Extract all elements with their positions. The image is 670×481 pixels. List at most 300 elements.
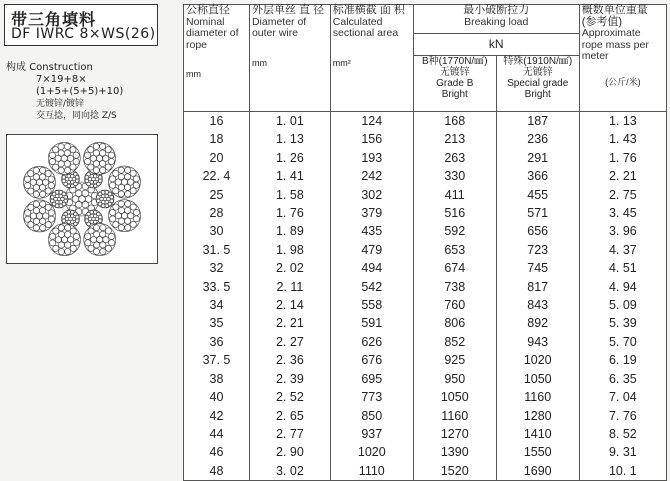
outer-strand-wire <box>40 167 46 173</box>
cell-breaking-load-special: 1050 <box>496 370 579 388</box>
iwrc-strand-wire <box>71 174 74 177</box>
cell-breaking-load-grade-b: 806 <box>413 314 496 332</box>
outer-strand-wire <box>130 204 136 210</box>
outer-strand-wire <box>33 225 39 231</box>
core-strand-wire <box>82 201 89 208</box>
cell-outer-wire-diameter: 3. 02 <box>249 462 330 481</box>
outer-strand-wire <box>133 182 139 188</box>
outer-strand-wire <box>33 208 39 214</box>
construction-line3: 无镀锌/镀锌 <box>36 99 85 109</box>
outer-strand-wire <box>105 245 111 251</box>
outer-strand-wire <box>93 150 99 156</box>
cell-sectional-area: 302 <box>330 186 413 204</box>
cell-outer-wire-diameter: 1. 98 <box>249 241 330 259</box>
cell-breaking-load-special: 455 <box>496 186 579 204</box>
outer-strand-wire <box>85 152 91 158</box>
outer-strand-wire <box>70 228 76 234</box>
outer-strand-wire <box>85 240 91 246</box>
cell-sectional-area: 937 <box>330 425 413 443</box>
table-row <box>184 186 667 204</box>
outer-strand-wire <box>40 201 46 207</box>
outer-strand-wire <box>100 167 106 173</box>
cell-breaking-load-grade-b: 852 <box>413 333 496 351</box>
table-row <box>184 333 667 351</box>
outer-strand-wire <box>49 159 55 165</box>
outer-strand-wire <box>65 231 71 237</box>
cell-rope-mass: 4. 94 <box>579 278 666 296</box>
iwrc-strand-wire <box>90 174 93 177</box>
outer-strand-wire <box>45 188 51 194</box>
cell-rope-mass: 9. 31 <box>579 443 666 461</box>
outer-strand-wire <box>48 176 54 182</box>
cell-sectional-area: 242 <box>330 167 413 185</box>
cell-breaking-load-grade-b: 738 <box>413 278 496 296</box>
cell-rope-mass: 8. 52 <box>579 425 666 443</box>
cell-breaking-load-grade-b: 168 <box>413 112 496 131</box>
header-breaking-load: 最小破断拉力 Breaking load <box>413 5 579 34</box>
outer-strand-wire <box>124 174 130 180</box>
cell-rope-mass: 10. 1 <box>579 462 666 481</box>
cell-rope-mass: 2. 75 <box>579 186 666 204</box>
outer-strand-wire <box>64 143 70 149</box>
cell-rope-mass: 5. 70 <box>579 333 666 351</box>
outer-strand-wire <box>109 240 115 246</box>
outer-strand-wire <box>24 176 30 182</box>
cell-rope-mass: 7. 04 <box>579 388 666 406</box>
outer-strand-wire <box>109 182 115 188</box>
cell-sectional-area: 542 <box>330 278 413 296</box>
outer-strand-wire <box>65 225 71 231</box>
cell-nominal-diameter: 20 <box>184 149 250 167</box>
cell-breaking-load-grade-b: 1050 <box>413 388 496 406</box>
cell-sectional-area: 1020 <box>330 443 413 461</box>
outer-strand-wire <box>125 218 131 224</box>
cell-outer-wire-diameter: 1. 41 <box>249 167 330 185</box>
cell-sectional-area: 850 <box>330 407 413 425</box>
outer-strand-wire <box>125 201 131 207</box>
iwrc-strand-wire <box>105 200 108 203</box>
cell-breaking-load-special: 1160 <box>496 388 579 406</box>
outer-strand-wire <box>70 164 76 170</box>
outer-strand-wire <box>52 147 58 153</box>
cell-breaking-load-special: 1280 <box>496 407 579 425</box>
outer-strand-wire <box>40 191 46 197</box>
cell-breaking-load-grade-b: 411 <box>413 186 496 204</box>
cell-nominal-diameter: 37. 5 <box>184 351 250 369</box>
iwrc-strand-wire <box>90 214 93 217</box>
cell-nominal-diameter: 42 <box>184 407 250 425</box>
iwrc-strand-wire <box>67 211 70 214</box>
iwrc-strand-wire <box>51 199 54 202</box>
outer-strand-wire <box>33 191 39 197</box>
outer-strand-wire <box>65 242 71 248</box>
outer-strand-wire <box>48 216 54 222</box>
iwrc-strand-wire <box>97 199 100 202</box>
outer-strand-wire <box>100 225 106 231</box>
iwrc-strand-wire <box>85 179 88 182</box>
cell-breaking-load-grade-b: 674 <box>413 259 496 277</box>
cell-breaking-load-special: 1020 <box>496 351 579 369</box>
iwrc-strand-wire <box>64 195 67 198</box>
table-row <box>184 296 667 314</box>
cell-nominal-diameter: 22. 4 <box>184 167 250 185</box>
outer-strand-wire <box>40 225 46 231</box>
outer-strand-wire <box>28 222 34 228</box>
outer-strand-wire <box>45 222 51 228</box>
outer-strand-wire <box>99 161 105 167</box>
table-row <box>184 314 667 332</box>
iwrc-strand-wire <box>67 214 70 217</box>
iwrc-strand-wire <box>59 204 62 207</box>
cell-sectional-area: 1110 <box>330 462 413 481</box>
table-row <box>184 112 667 131</box>
outer-strand-wire <box>118 174 124 180</box>
outer-strand-wire <box>133 209 139 215</box>
cell-outer-wire-diameter: 2. 90 <box>249 443 330 461</box>
cell-rope-mass: 1. 43 <box>579 130 666 148</box>
outer-strand-wire <box>50 233 56 239</box>
cell-rope-mass: 1. 13 <box>579 112 666 131</box>
outer-strand-wire <box>33 167 39 173</box>
cell-rope-mass: 2. 21 <box>579 167 666 185</box>
outer-strand-wire <box>33 201 39 207</box>
outer-strand-wire <box>45 204 51 210</box>
outer-strand-wire <box>73 158 79 164</box>
outer-strand-wire <box>110 209 116 215</box>
outer-strand-wire <box>93 225 99 231</box>
outer-strand-wire <box>85 233 91 239</box>
outer-strand-wire <box>58 249 64 255</box>
outer-strand-wire <box>65 249 71 255</box>
cell-outer-wire-diameter: 1. 76 <box>249 204 330 222</box>
outer-strand-wire <box>64 167 70 173</box>
iwrc-strand-wire <box>71 220 74 223</box>
cell-nominal-diameter: 16 <box>184 112 250 131</box>
cell-nominal-diameter: 31. 5 <box>184 241 250 259</box>
outer-strand-wire <box>25 216 31 222</box>
outer-strand-wire <box>70 245 76 251</box>
cell-nominal-diameter: 28 <box>184 204 250 222</box>
iwrc-strand-wire <box>71 184 74 187</box>
cell-sectional-area: 591 <box>330 314 413 332</box>
table-row <box>184 351 667 369</box>
iwrc-strand-wire <box>94 214 97 217</box>
header-kn-unit: kN <box>413 33 579 55</box>
outer-strand-wire <box>125 225 131 231</box>
outer-strand-wire <box>25 210 31 216</box>
iwrc-strand-wire <box>94 184 97 187</box>
cell-outer-wire-diameter: 1. 26 <box>249 149 330 167</box>
cell-sectional-area: 494 <box>330 259 413 277</box>
table-row <box>184 443 667 461</box>
cell-outer-wire-diameter: 2. 11 <box>249 278 330 296</box>
cell-breaking-load-special: 1690 <box>496 462 579 481</box>
table-row <box>184 259 667 277</box>
outer-strand-wire <box>53 228 59 234</box>
cell-rope-mass: 4. 51 <box>579 259 666 277</box>
cell-rope-mass: 4. 37 <box>579 241 666 259</box>
outer-strand-wire <box>118 225 124 231</box>
iwrc-strand-wire <box>94 220 97 223</box>
cell-outer-wire-diameter: 2. 02 <box>249 259 330 277</box>
outer-strand-wire <box>118 201 124 207</box>
outer-strand-wire <box>39 174 45 180</box>
cell-rope-mass: 5. 09 <box>579 296 666 314</box>
cell-nominal-diameter: 32 <box>184 259 250 277</box>
outer-strand-wire <box>88 245 94 251</box>
iwrc-strand-wire <box>94 180 97 183</box>
outer-strand-wire <box>40 208 46 214</box>
outer-strand-wire <box>93 248 99 254</box>
construction-line2: (1+5+(5+5)+10) <box>36 86 124 97</box>
cell-sectional-area: 379 <box>330 204 413 222</box>
outer-strand-wire <box>100 242 106 248</box>
outer-strand-wire <box>118 167 124 173</box>
outer-strand-wire <box>58 231 64 237</box>
cell-rope-mass: 5. 39 <box>579 314 666 332</box>
cell-outer-wire-diameter: 1. 01 <box>249 112 330 131</box>
cell-breaking-load-special: 943 <box>496 333 579 351</box>
outer-strand-wire <box>58 225 64 231</box>
outer-strand-wire <box>99 150 105 156</box>
cell-rope-mass: 3. 45 <box>579 204 666 222</box>
iwrc-strand-wire <box>67 174 70 177</box>
cell-breaking-load-special: 236 <box>496 130 579 148</box>
outer-strand-wire <box>93 143 99 149</box>
cell-breaking-load-special: 656 <box>496 222 579 240</box>
cell-outer-wire-diameter: 2. 39 <box>249 370 330 388</box>
table-row <box>184 425 667 443</box>
iwrc-strand-wire <box>62 179 65 182</box>
cell-outer-wire-diameter: 2. 21 <box>249 314 330 332</box>
construction-info <box>6 62 123 122</box>
outer-strand-wire <box>73 240 79 246</box>
cell-nominal-diameter: 38 <box>184 370 250 388</box>
cell-sectional-area: 676 <box>330 351 413 369</box>
outer-strand-wire <box>113 221 119 227</box>
cell-breaking-load-grade-b: 1390 <box>413 443 496 461</box>
table-row <box>184 130 667 148</box>
construction-label-cn: 构成 <box>6 62 26 73</box>
iwrc-strand-wire <box>56 194 59 197</box>
cell-nominal-diameter: 48 <box>184 462 250 481</box>
cell-outer-wire-diameter: 2. 77 <box>249 425 330 443</box>
table-row <box>184 388 667 406</box>
outer-strand-wire <box>113 188 119 194</box>
cell-breaking-load-grade-b: 950 <box>413 370 496 388</box>
cell-outer-wire-diameter: 2. 14 <box>249 296 330 314</box>
product-title-cn: 带三角填料 <box>11 10 97 29</box>
table-body <box>184 112 667 481</box>
cell-breaking-load-special: 892 <box>496 314 579 332</box>
cell-breaking-load-special: 1410 <box>496 425 579 443</box>
outer-strand-wire <box>73 233 79 239</box>
outer-strand-wire <box>33 174 39 180</box>
outer-strand-wire <box>58 143 64 149</box>
outer-strand-wire <box>40 218 46 224</box>
construction-line4: 交互捻，同向捻 Z/S <box>36 111 117 121</box>
outer-strand-wire <box>45 170 51 176</box>
cell-nominal-diameter: 40 <box>184 388 250 406</box>
rope-cross-section-box <box>6 134 158 264</box>
cell-outer-wire-diameter: 2. 52 <box>249 388 330 406</box>
outer-strand-wire <box>124 184 130 190</box>
outer-strand-wire <box>108 158 114 164</box>
cell-rope-mass: 6. 35 <box>579 370 666 388</box>
cell-sectional-area: 124 <box>330 112 413 131</box>
cell-breaking-load-grade-b: 653 <box>413 241 496 259</box>
outer-strand-wire <box>133 216 139 222</box>
header-special-grade: 特殊(1910N/㎟) 无镀锌 Special grade Bright <box>496 55 579 111</box>
outer-strand-wire <box>110 216 116 222</box>
cell-breaking-load-grade-b: 330 <box>413 167 496 185</box>
cell-nominal-diameter: 44 <box>184 425 250 443</box>
cell-breaking-load-special: 817 <box>496 278 579 296</box>
outer-strand-wire <box>113 204 119 210</box>
construction-line1: 7×19+8× <box>36 74 87 85</box>
cell-breaking-load-special: 723 <box>496 241 579 259</box>
outer-strand-wire <box>24 182 30 188</box>
outer-strand-wire <box>53 245 59 251</box>
iwrc-strand-wire <box>75 215 78 218</box>
outer-strand-wire <box>125 191 131 197</box>
cell-rope-mass: 7. 76 <box>579 407 666 425</box>
outer-strand-wire <box>28 188 34 194</box>
iwrc-strand-wire <box>101 191 104 194</box>
header-nominal-diameter: 公称直径 Nominal diameter of rope mm <box>184 5 250 112</box>
outer-strand-wire <box>100 231 106 237</box>
cell-breaking-load-special: 843 <box>496 296 579 314</box>
cell-nominal-diameter: 46 <box>184 443 250 461</box>
cell-sectional-area: 695 <box>330 370 413 388</box>
outer-strand-wire <box>58 167 64 173</box>
outer-strand-wire <box>109 176 115 182</box>
header-rope-mass: 概数单位重量 (参考值) Approximate rope mass per meter (公斤/米) <box>579 5 666 112</box>
outer-strand-wire <box>130 221 136 227</box>
cell-breaking-load-grade-b: 1160 <box>413 407 496 425</box>
cell-breaking-load-special: 291 <box>496 149 579 167</box>
outer-strand-wire <box>100 143 106 149</box>
cell-outer-wire-diameter: 2. 27 <box>249 333 330 351</box>
iwrc-strand-wire <box>75 176 78 179</box>
cell-sectional-area: 558 <box>330 296 413 314</box>
outer-strand-wire <box>28 204 34 210</box>
outer-strand-wire <box>88 164 94 170</box>
outer-strand-wire <box>94 231 100 237</box>
iwrc-strand-wire <box>85 219 88 222</box>
cell-outer-wire-diameter: 1. 13 <box>249 130 330 148</box>
iwrc-strand-wire <box>90 211 93 214</box>
iwrc-strand-wire <box>55 191 58 194</box>
outer-strand-wire <box>88 147 94 153</box>
cell-nominal-diameter: 18 <box>184 130 250 148</box>
cell-nominal-diameter: 33. 5 <box>184 278 250 296</box>
outer-strand-wire <box>130 170 136 176</box>
cell-sectional-area: 435 <box>330 222 413 240</box>
outer-strand-wire <box>125 207 131 213</box>
cell-sectional-area: 156 <box>330 130 413 148</box>
outer-strand-wire <box>73 152 79 158</box>
outer-strand-wire <box>105 164 111 170</box>
iwrc-strand-wire <box>98 176 101 179</box>
cell-breaking-load-grade-b: 1520 <box>413 462 496 481</box>
outer-strand-wire <box>39 185 45 191</box>
table-row <box>184 204 667 222</box>
outer-strand-wire <box>130 188 136 194</box>
table-row <box>184 167 667 185</box>
iwrc-strand-wire <box>71 214 74 217</box>
outer-strand-wire <box>133 176 139 182</box>
outer-strand-wire <box>125 167 131 173</box>
outer-strand-wire <box>70 147 76 153</box>
cell-breaking-load-special: 571 <box>496 204 579 222</box>
outer-strand-wire <box>48 210 54 216</box>
cell-breaking-load-grade-b: 925 <box>413 351 496 369</box>
cell-breaking-load-special: 745 <box>496 259 579 277</box>
outer-strand-wire <box>113 170 119 176</box>
specification-table-wrap <box>183 4 667 478</box>
iwrc-strand-wire <box>71 180 74 183</box>
cell-breaking-load-grade-b: 592 <box>413 222 496 240</box>
cell-rope-mass: 3. 96 <box>579 222 666 240</box>
cell-sectional-area: 773 <box>330 388 413 406</box>
outer-strand-wire <box>48 182 54 188</box>
iwrc-strand-wire <box>105 204 108 207</box>
product-title-en: DF IWRC 8×WS(26) <box>11 26 156 42</box>
outer-strand-wire <box>64 161 70 167</box>
iwrc-strand-wire <box>102 194 105 197</box>
outer-strand-wire <box>100 248 106 254</box>
header-sectional-area: 标准横截 面 积 Calculated sectional area mm² <box>330 5 413 112</box>
outer-strand-wire <box>93 167 99 173</box>
outer-strand-wire <box>28 171 34 177</box>
cell-breaking-load-grade-b: 1270 <box>413 425 496 443</box>
iwrc-strand-wire <box>59 194 62 197</box>
core-strand-wire <box>75 190 82 197</box>
cell-outer-wire-diameter: 2. 36 <box>249 351 330 369</box>
table-row <box>184 370 667 388</box>
cell-sectional-area: 626 <box>330 333 413 351</box>
cell-outer-wire-diameter: 2. 65 <box>249 407 330 425</box>
outer-strand-wire <box>108 152 114 158</box>
rope-cross-section-diagram <box>7 135 157 263</box>
cell-nominal-diameter: 34 <box>184 296 250 314</box>
left-panel <box>0 0 172 465</box>
iwrc-strand-wire <box>98 215 101 218</box>
table-row <box>184 222 667 240</box>
iwrc-strand-wire <box>105 194 108 197</box>
outer-strand-wire <box>88 228 94 234</box>
product-title-box <box>4 4 158 46</box>
iwrc-strand-wire <box>110 195 113 198</box>
cell-sectional-area: 193 <box>330 149 413 167</box>
specification-table <box>183 4 667 481</box>
cell-nominal-diameter: 30 <box>184 222 250 240</box>
cell-outer-wire-diameter: 1. 58 <box>249 186 330 204</box>
iwrc-strand-wire <box>94 174 97 177</box>
iwrc-strand-wire <box>59 200 62 203</box>
cell-breaking-load-special: 366 <box>496 167 579 185</box>
cell-nominal-diameter: 36 <box>184 333 250 351</box>
cell-rope-mass: 1. 76 <box>579 149 666 167</box>
header-outer-wire-diameter: 外层单丝 直 径 Diameter of outer wire mm <box>249 5 330 112</box>
outer-strand-wire <box>109 233 115 239</box>
outer-strand-wire <box>64 150 70 156</box>
table-row <box>184 241 667 259</box>
header-grade-b: B种(1770N/㎟) 无镀锌 Grade B Bright <box>413 55 496 111</box>
outer-strand-wire <box>53 164 59 170</box>
table-row <box>184 407 667 425</box>
